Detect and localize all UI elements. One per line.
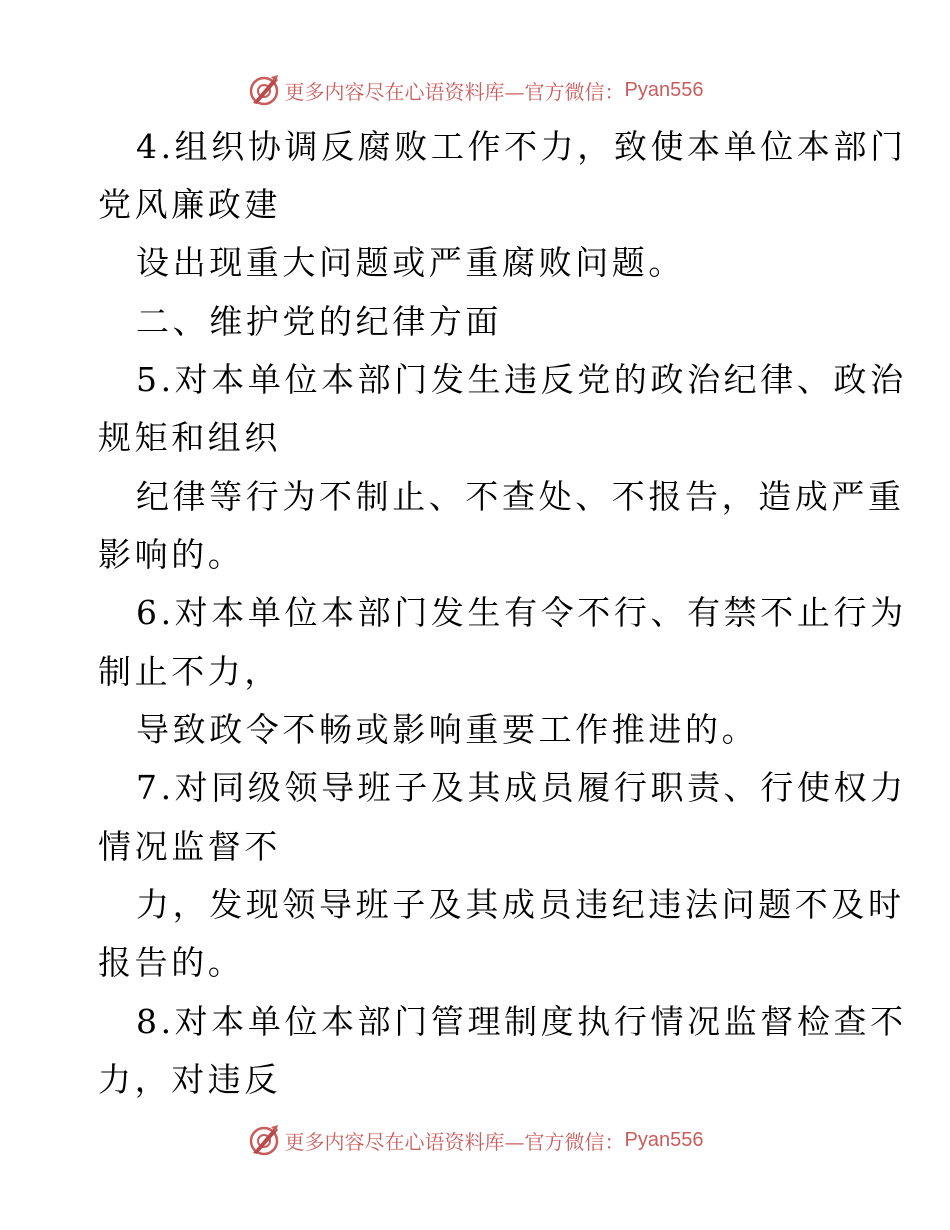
text-line: 规矩和组织: [98, 418, 281, 457]
text-line: 8.对本单位本部门管理制度执行情况监督检查不: [136, 1002, 907, 1041]
wechat-id: Pyan556: [624, 78, 704, 101]
quill-pen-logo-icon: [247, 73, 281, 107]
text-line: 7.对同级领导班子及其成员履行职责、行使权力: [136, 768, 907, 807]
text-line: 力，对违反: [98, 1060, 281, 1099]
text-line: 5.对本单位本部门发生违反党的政治纪律、政治: [136, 360, 907, 399]
text-line: 纪律等行为不制止、不查处、不报告，造成严重: [136, 477, 905, 516]
footer-watermark-banner: [0, 1120, 950, 1160]
text-line: 设出现重大问题或严重腐败问题。: [136, 243, 685, 282]
text-line: 影响的。: [98, 535, 245, 574]
text-line: 报告的。: [98, 943, 245, 982]
wechat-id: Pyan556: [624, 1128, 704, 1151]
quill-pen-logo-icon: [247, 1123, 281, 1157]
section-heading: 二、维护党的纪律方面: [136, 302, 502, 341]
text-line: 6.对本单位本部门发生有令不行、有禁不止行为: [136, 593, 907, 632]
watermark-text: 更多内容尽在心语资料库—官方微信：: [284, 1129, 625, 1154]
text-line: 4.组织协调反腐败工作不力，致使本单位本部门: [136, 127, 907, 166]
text-line: 制止不力，: [98, 652, 281, 691]
watermark-text: 更多内容尽在心语资料库—官方微信：: [284, 79, 625, 104]
text-line: 党风廉政建: [98, 185, 281, 224]
text-line: 导致政令不畅或影响重要工作推进的。: [136, 710, 759, 749]
text-line: 情况监督不: [98, 827, 281, 866]
text-line: 力，发现领导班子及其成员违纪违法问题不及时: [136, 885, 905, 924]
header-watermark-banner: [0, 70, 950, 110]
